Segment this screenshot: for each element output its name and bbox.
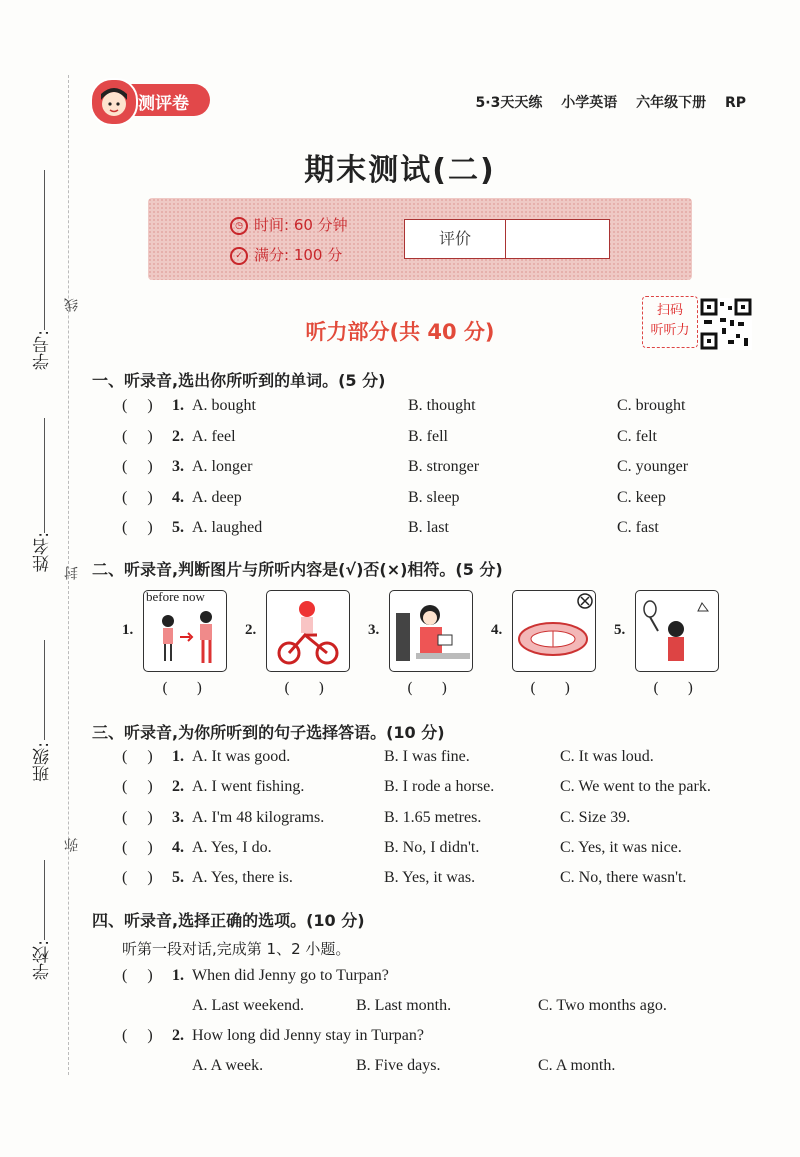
answer-paren[interactable]: ( ): [122, 808, 153, 826]
edition: RP: [724, 95, 746, 111]
score-text: 满分: 100 分: [254, 246, 343, 264]
subject: 小学英语: [561, 95, 618, 111]
answer-paren[interactable]: ( ): [284, 679, 325, 697]
option-a: A. Yes, there is.: [192, 869, 293, 887]
option-c: C. It was loud.: [560, 748, 654, 765]
pic-number: 4.: [491, 622, 503, 638]
picture-skating-rink: [512, 590, 596, 672]
question-row: [0, 967, 800, 991]
series-name: 5·3天天练: [475, 95, 543, 111]
option-b: B. stronger: [408, 458, 480, 475]
question-row: [0, 778, 800, 802]
option-a: A. It was good.: [192, 748, 291, 765]
mascot-icon: [90, 78, 138, 126]
picture-badminton: [635, 590, 719, 672]
option-b: B. 1.65 metres.: [384, 808, 482, 826]
cut-mark-seal: 封: [64, 566, 80, 580]
question-row: [0, 748, 800, 772]
option-b: B. fell: [408, 427, 448, 445]
question-row: [0, 519, 800, 543]
option-c: C. keep: [617, 488, 666, 506]
question-number: 2.: [172, 1027, 184, 1044]
option-b: B. No, I didn't.: [384, 838, 480, 856]
question-row: [0, 1057, 800, 1081]
name-label: 姓名:: [33, 532, 53, 572]
option-c: C. A month.: [538, 1057, 616, 1074]
cut-mark-line: 线: [64, 298, 80, 312]
option-a: A. I'm 48 kilograms.: [192, 808, 325, 826]
option-c: C. Size 39.: [560, 808, 631, 826]
option-b: B. Yes, it was.: [384, 869, 476, 887]
question-row: [0, 997, 800, 1021]
answer-paren[interactable]: ( ): [122, 748, 153, 765]
option-a: A. Last weekend.: [192, 997, 304, 1014]
answer-paren[interactable]: ( ): [122, 967, 153, 984]
pic-number: 2.: [245, 622, 257, 638]
answer-paren[interactable]: ( ): [122, 838, 153, 856]
option-c: C. No, there wasn't.: [560, 869, 687, 887]
option-b: B. last: [408, 519, 449, 536]
answer-paren[interactable]: ( ): [530, 679, 571, 697]
option-c: C. fast: [617, 519, 659, 536]
check-icon: ✓: [230, 247, 248, 265]
option-a: A. Yes, I do.: [192, 838, 272, 856]
answer-paren[interactable]: ( ): [122, 488, 153, 506]
clock-icon: ◷: [230, 217, 248, 235]
section1-heading: 一、听录音,选出你所听到的单词。(5 分): [92, 371, 386, 390]
student-no-blank[interactable]: [44, 170, 45, 330]
test-badge: [90, 78, 212, 120]
grade: 六年级下册: [636, 95, 707, 111]
badge-label: 测评卷: [138, 94, 189, 114]
question-number: 4.: [172, 488, 184, 506]
option-c: C. We went to the park.: [560, 778, 711, 796]
section2-heading: 二、听录音,判断图片与所听内容是(√)否(×)相符。(5 分): [92, 560, 503, 579]
answer-paren[interactable]: ( ): [653, 679, 694, 697]
student-no-label: 学号:: [33, 330, 53, 370]
option-c: C. younger: [617, 458, 689, 475]
question-text: When did Jenny go to Turpan?: [192, 967, 389, 984]
option-c: C. felt: [617, 427, 657, 445]
exam-info-box: [148, 198, 692, 280]
scan-text-2: 听听力: [650, 323, 690, 338]
option-a: A. laughed: [192, 519, 263, 536]
answer-paren[interactable]: ( ): [122, 397, 153, 414]
page-title: 期末测试(二): [304, 153, 496, 188]
question-number: 1.: [172, 967, 184, 984]
option-b: B. Last month.: [356, 997, 452, 1014]
pic-number: 3.: [368, 622, 380, 638]
answer-paren[interactable]: ( ): [122, 427, 153, 445]
class-label: 班级:: [33, 742, 53, 782]
time-line: [230, 214, 348, 235]
option-a: A. I went fishing.: [192, 778, 305, 796]
question-number: 4.: [172, 838, 184, 856]
answer-paren[interactable]: ( ): [407, 679, 448, 697]
option-b: B. sleep: [408, 488, 460, 506]
question-number: 2.: [172, 778, 184, 796]
option-c: C. Two months ago.: [538, 997, 667, 1014]
score-line: [230, 244, 342, 265]
picture-cycling: [266, 590, 350, 672]
question-number: 3.: [172, 458, 184, 475]
option-a: A. bought: [192, 397, 256, 414]
option-a: A. A week.: [192, 1057, 264, 1074]
option-b: B. Five days.: [356, 1057, 441, 1074]
school-label: 学校:: [33, 940, 53, 980]
picture-reading: [389, 590, 473, 672]
picture-caption: before now: [146, 589, 205, 604]
option-b: B. I rode a horse.: [384, 778, 495, 796]
answer-paren[interactable]: ( ): [162, 679, 203, 697]
evaluation-box: [404, 219, 610, 259]
option-a: A. longer: [192, 458, 253, 475]
question-number: 1.: [172, 748, 184, 765]
option-c: C. brought: [617, 397, 686, 414]
question-row: [0, 458, 800, 482]
answer-paren[interactable]: ( ): [122, 869, 153, 887]
scan-hint: [642, 296, 698, 348]
question-row: [0, 839, 800, 863]
scan-text-1: 扫码: [656, 303, 683, 318]
time-text: 时间: 60 分钟: [254, 216, 348, 234]
pic-number: 5.: [614, 622, 626, 638]
option-b: B. thought: [408, 397, 476, 414]
section4-instruction: 听第一段对话,完成第 1、2 小题。: [122, 940, 351, 958]
option-a: A. feel: [192, 427, 236, 445]
question-row: [0, 809, 800, 833]
evaluation-label: 评价: [405, 220, 506, 258]
question-row: [0, 869, 800, 893]
question-row: [0, 489, 800, 513]
question-number: 5.: [172, 869, 184, 887]
section4-heading: 四、听录音,选择正确的选项。(10 分): [92, 911, 365, 930]
picture-before-now: [143, 590, 227, 672]
option-c: C. Yes, it was nice.: [560, 838, 682, 856]
qr-code-icon[interactable]: [700, 298, 752, 350]
option-a: A. deep: [192, 488, 242, 506]
series-info: [462, 92, 746, 112]
class-blank[interactable]: [44, 640, 45, 740]
question-row: [0, 428, 800, 452]
question-row: [0, 397, 800, 421]
question-text: How long did Jenny stay in Turpan?: [192, 1027, 424, 1044]
listening-section-title: 听力部分(共 40 分): [305, 320, 495, 344]
question-number: 5.: [172, 519, 184, 536]
question-number: 1.: [172, 397, 184, 414]
cut-mark-seal2: 弥: [64, 838, 80, 852]
question-number: 3.: [172, 808, 184, 826]
option-b: B. I was fine.: [384, 748, 470, 765]
answer-paren[interactable]: ( ): [122, 778, 153, 796]
question-row: [0, 1027, 800, 1051]
answer-paren[interactable]: ( ): [122, 458, 153, 475]
answer-paren[interactable]: ( ): [122, 519, 153, 536]
answer-paren[interactable]: ( ): [122, 1027, 153, 1044]
question-number: 2.: [172, 427, 184, 445]
pic-number: 1.: [122, 622, 134, 638]
section3-heading: 三、听录音,为你所听到的句子选择答语。(10 分): [92, 723, 445, 742]
